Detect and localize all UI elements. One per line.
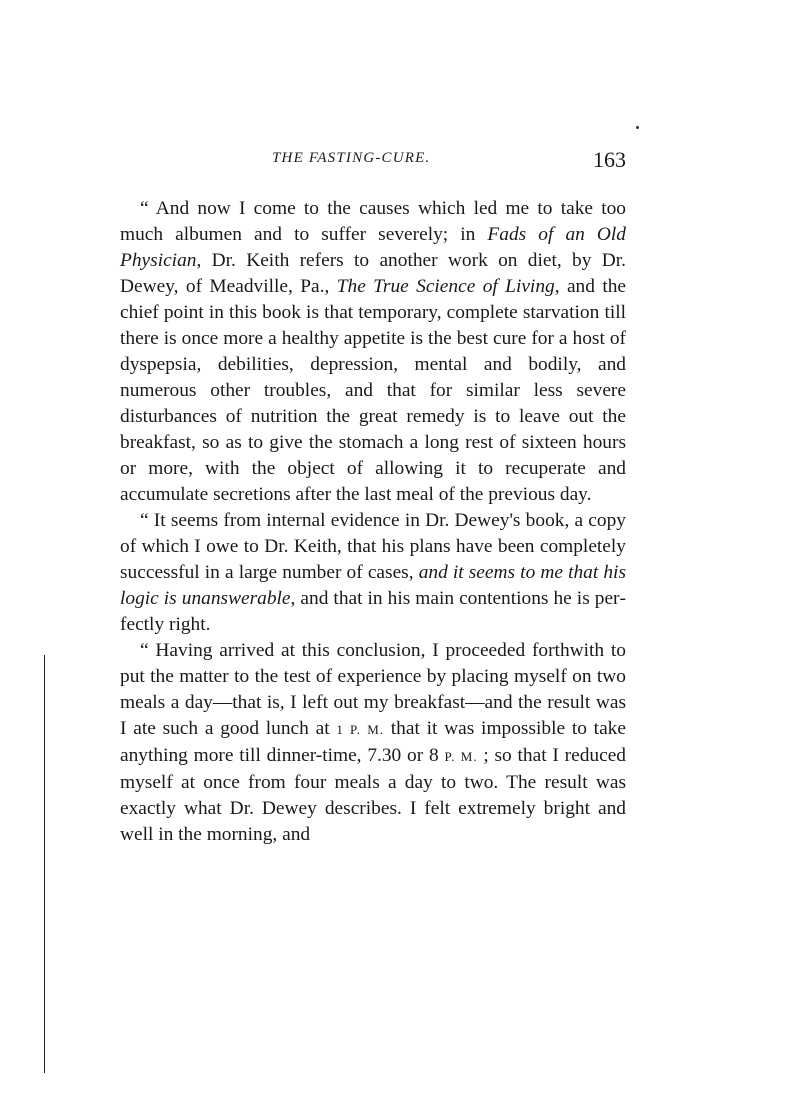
text-run: ; so that I reduced myself at once from four meals a day to two. The result was exactly what Dr. Dewey describes. I felt extremely bright and well in the morning, and <box>120 745 627 845</box>
text-run: “ And now I come to the causes which led me to take too much albumen and to suffer severely; in <box>120 198 626 245</box>
page-number: 163 <box>593 147 626 172</box>
text-run: that it was impossible to take anything more till dinner-time, 7.30 or 8 <box>120 718 626 766</box>
time-small-caps: P. M. <box>444 749 478 764</box>
book-title-fads: Fads of an Old Physician <box>120 224 626 271</box>
italic-emphasis: and it seems to me that his logic is unanswerable <box>120 562 626 609</box>
running-head <box>120 147 626 172</box>
paragraph-1 <box>120 196 626 508</box>
text-run: , Dr. Keith refers to another work on diet, by Dr. Dewey, of Meadville, Pa., <box>120 250 626 297</box>
paragraph-3 <box>120 638 626 848</box>
paragraph-2 <box>120 508 626 638</box>
running-title: THE FASTING-CURE. <box>272 150 431 166</box>
time-small-caps: 1 P. M. <box>336 722 385 737</box>
body-text <box>120 196 626 848</box>
book-title-true-science: The True Science of Living <box>336 276 555 297</box>
text-run: “ It seems from internal evidence in Dr. Dewey's book, a copy of which I owe to Dr. Keith, that his plans have been completely successful in a large number of cases, <box>120 510 626 583</box>
ink-speck <box>636 126 639 129</box>
margin-rule <box>44 655 45 1073</box>
text-run: “ Having arrived at this conclusion, I proceeded forthwith to put the matter to the test of experience by placing myself on two meals a day—that is, I left out my breakfast—and the result was I ate such a good lunch at <box>120 640 626 739</box>
text-run: , and the chief point in this book is that temporary, complete starvation till there is once more a healthy appetite is the best cure for a host of dyspepsia, debilities, depression, mental and bodily, and numerous other troubles, and that for similar less severe disturbances of nutrition the great remedy is to leave out the breakfast, so as to give the stomach a long rest of sixteen hours or more, with the object of allowing it to recuperate and accumulate secretions after the last meal of the previous day. <box>120 276 627 505</box>
text-run: , and that in his main contentions he is perfectly right. <box>120 588 626 635</box>
